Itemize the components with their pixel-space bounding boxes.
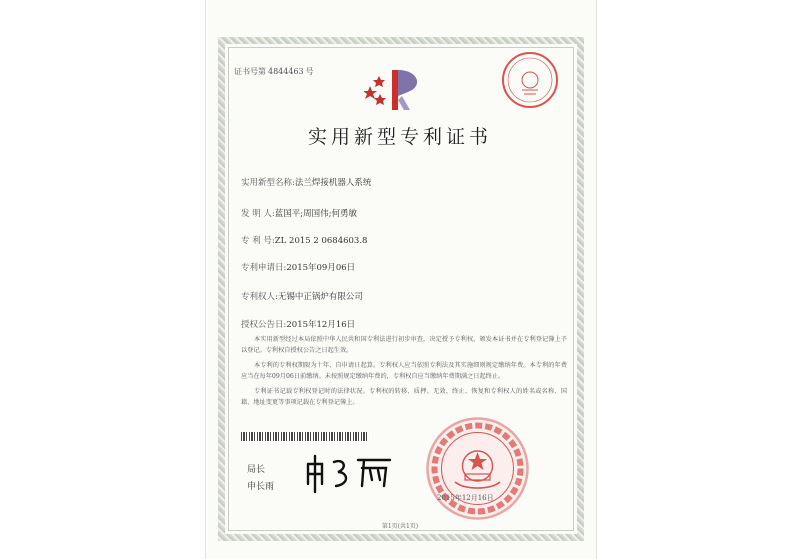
application-date-label: 专利申请日: [241, 263, 287, 273]
emblem-bar [392, 70, 398, 110]
patentee-value: 无锡中正锅炉有限公司 [277, 292, 363, 302]
state-ip-office-seal-icon [425, 416, 530, 521]
patent-number-row [241, 234, 367, 246]
application-date-value: 2015年09月06日 [286, 263, 356, 273]
application-date-row [241, 261, 355, 273]
small-red-seal-icon [500, 50, 560, 110]
patentee-label: 专利权人: [241, 292, 278, 302]
emblem-curve [398, 70, 417, 96]
grant-date-value: 2015年12月16日 [286, 320, 356, 330]
grant-date-label: 授权公告日: [241, 320, 287, 330]
barcode [241, 432, 369, 441]
utility-model-name-value: 法兰焊接机器人系统 [294, 178, 372, 188]
patent-number-label: 专 利 号: [241, 236, 275, 246]
body-paragraph-1: 本实用新型经过本局依照中华人民共和国专利法进行初步审查，决定授予专利权，颁发本证书并在专利登记簿上予以登记。专利权自授权公告之日起生效。 [241, 336, 567, 354]
certificate-number [234, 66, 316, 77]
emblem-star-3 [374, 94, 386, 105]
emblem-leg [398, 96, 410, 110]
director-name: 申长雨 [247, 482, 275, 492]
seal-date: 2015年12月16日 [437, 494, 494, 502]
patent-number-value: ZL 2015 2 0684603.8 [274, 236, 368, 246]
page-footer: 第1页(共1页) [381, 523, 419, 530]
certificate-number-value: 4844463 [268, 67, 304, 76]
inventor-row [241, 207, 357, 219]
emblem-star-2 [373, 76, 385, 87]
utility-model-name-label: 实用新型名称: [241, 178, 295, 188]
patentee-row [241, 290, 363, 302]
certificate-body [241, 334, 567, 412]
emblem-star-1 [364, 86, 377, 99]
inventor-value: 蓝国平;周国伟;何勇敏 [274, 209, 358, 219]
patent-office-emblem-icon [364, 66, 432, 114]
utility-model-name-row [241, 176, 371, 188]
grant-date-row [241, 318, 355, 330]
handwritten-signature [300, 450, 400, 495]
certificate-title: 实用新型专利证书 [307, 126, 492, 148]
director-title: 局长 [247, 465, 266, 475]
body-paragraph-3: 专利证书记载专利权登记时的法律状况。专利权的转移、质押、无效、终止、恢复和专利权人的姓名或名称、国籍、地址变更等事项记载在专利登记簿上。 [241, 388, 567, 406]
body-paragraph-2: 本专利的专利权期限为十年，自申请日起算。专利权人应当依照专利法及其实施细则规定缴纳年费。本专利的年费应当在每年09月06日前缴纳。未按照规定缴纳年费的，专利权自应当缴纳年费期满之日起终止。 [241, 362, 567, 380]
certificate-number-suffix: 号 [305, 67, 314, 76]
inventor-label: 发 明 人: [241, 209, 275, 219]
certificate-number-label: 证书号第 [234, 67, 266, 76]
